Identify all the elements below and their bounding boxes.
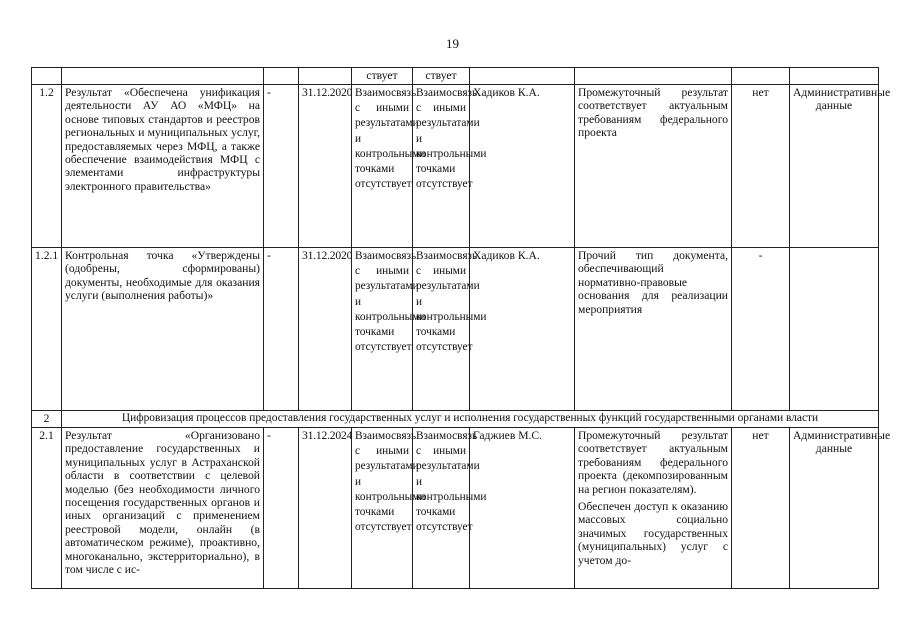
link-cell-1: ствует bbox=[352, 68, 413, 85]
link-cell-2: Взаимосвязь с иными результатами и контрольными точками отсутствует bbox=[413, 248, 470, 411]
section-row-2 bbox=[32, 411, 879, 428]
link-cell-1: Взаимосвязь с иными результатами и контрольными точками отсутствует bbox=[352, 428, 413, 589]
responsible: Гаджиев М.С. bbox=[470, 428, 575, 589]
info-system bbox=[790, 248, 879, 411]
start-date: - bbox=[264, 428, 299, 589]
result-type: Промежуточный результат соответствует актуальным требованиям федерального проекта bbox=[575, 85, 732, 248]
start-date: - bbox=[264, 85, 299, 248]
gis-flag: нет bbox=[732, 428, 790, 589]
link-cell-2: ствует bbox=[413, 68, 470, 85]
info-system: Административные данные bbox=[790, 85, 879, 248]
result-type-paragraph-2: Обеспечен доступ к оказанию массовых социально значимых государственных (муниципальных) услуг с учетом до- bbox=[578, 500, 728, 567]
responsible: Хадиков К.А. bbox=[470, 85, 575, 248]
link-cell-1: Взаимосвязь с иными результатами и контрольными точками отсутствует bbox=[352, 85, 413, 248]
end-date: 31.12.2020 bbox=[299, 85, 352, 248]
result-type-paragraph-1: Промежуточный результат соответствует актуальным требованиям федерального проекта (декомпозированным на регион показателям). bbox=[578, 429, 728, 496]
table-row-continuation bbox=[32, 68, 879, 85]
table-row-1-2 bbox=[32, 85, 879, 248]
table-row-1-2-1 bbox=[32, 248, 879, 411]
section-title: Цифровизация процессов предоставления государственных услуг и исполнения государственных функций государственными органами власти bbox=[62, 411, 879, 428]
link-cell-2: Взаимосвязь с иными результатами и контрольными точками отсутствует bbox=[413, 85, 470, 248]
row-number: 1.2.1 bbox=[32, 248, 62, 411]
gis-flag: нет bbox=[732, 85, 790, 248]
end-date: 31.12.2020 bbox=[299, 248, 352, 411]
result-type: Прочий тип документа, обеспечивающий нормативно-правовые основания для реализации мероприятия bbox=[575, 248, 732, 411]
plan-table bbox=[31, 67, 891, 589]
end-date: 31.12.2024 bbox=[299, 428, 352, 589]
start-date: - bbox=[264, 248, 299, 411]
row-number: 1.2 bbox=[32, 85, 62, 248]
result-type bbox=[575, 428, 732, 589]
gis-flag: - bbox=[732, 248, 790, 411]
table-row-2-1 bbox=[32, 428, 879, 589]
result-text: Результат «Организовано предоставление государственных и муниципальных услуг в Астраханской области в соответствии с целевой моделью (без необходимости личного посещения государственных органов и иных организаций с применением реестровой модели, онлайн (в автоматическом режиме), проактивно, многоканально, экстерриториально), в том числе с ис- bbox=[62, 428, 264, 589]
section-number: 2 bbox=[32, 411, 62, 428]
page-number: 19 bbox=[446, 36, 459, 51]
info-system: Административные данные bbox=[790, 428, 879, 589]
link-cell-1: Взаимосвязь с иными результатами и контрольными точками отсутствует bbox=[352, 248, 413, 411]
result-text: Контрольная точка «Утверждены (одобрены, сформированы) документы, необходимые для оказания услуги (выполнения работы)» bbox=[62, 248, 264, 411]
responsible: Хадиков К.А. bbox=[470, 248, 575, 411]
link-cell-2: Взаимосвязь с иными результатами и контрольными точками отсутствует bbox=[413, 428, 470, 589]
result-text: Результат «Обеспечена унификация деятельности АУ АО «МФЦ» на основе типовых стандартов и реестров региональных и муниципальных услуг, предоставляемых через МФЦ, а также обеспечение взаимодействия МФЦ с элементами инфраструктуры электронного правительства» bbox=[62, 85, 264, 248]
row-number: 2.1 bbox=[32, 428, 62, 589]
